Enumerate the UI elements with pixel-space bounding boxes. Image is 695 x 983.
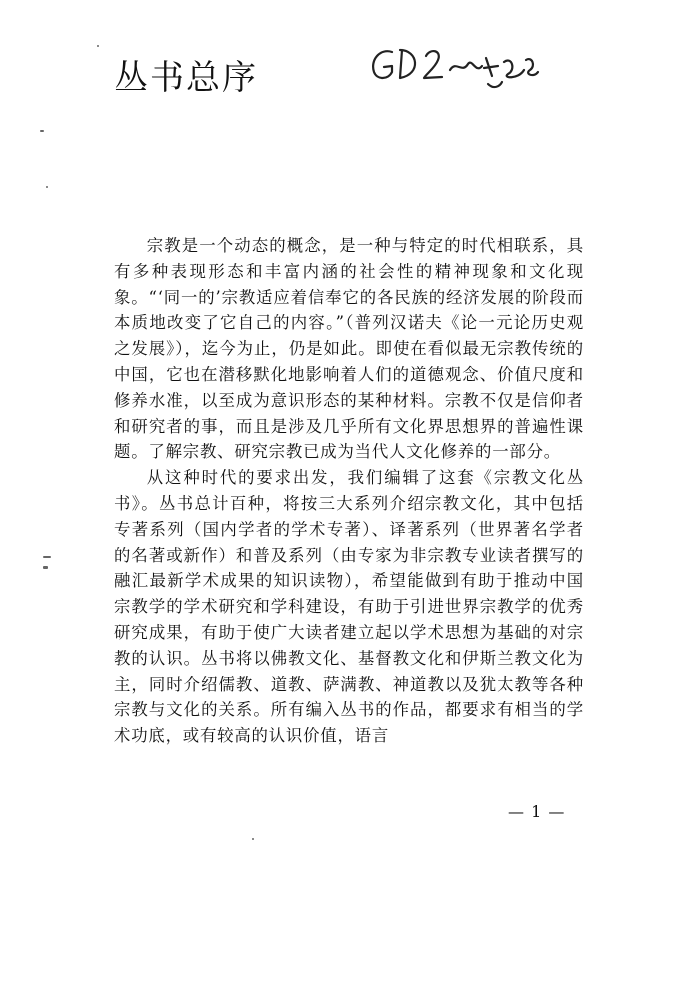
page-number: — 1 — <box>508 802 566 821</box>
body-text <box>114 233 584 749</box>
scan-speck <box>43 556 51 558</box>
paragraph-1: 宗教是一个动态的概念，是一种与特定的时代相联系，具有多种表现形态和丰富内涵的社会性的精神现象和文化现象。“‘同一的’宗教适应着信奉它的各民族的经济发展的阶段而本质地改变了它自己的内容。”（普列汉诺夫《论一元论历史观之发展》），迄今为止，仍是如此。即使在看似最无宗教传统的中国，它也在潜移默化地影响着人们的道德观念、价值尺度和修养水准，以至成为意识形态的某种材料。宗教不仅是信仰者和研究者的事，而且是涉及几乎所有文化界思想界的普遍性课题。了解宗教、研究宗教已成为当代人文化修养的一部分。 <box>114 236 584 462</box>
scan-speck <box>43 566 48 569</box>
scan-speck <box>46 186 48 188</box>
scan-speck <box>252 838 254 840</box>
scan-speck <box>40 130 44 132</box>
page-title: 丛书总序 <box>114 58 258 98</box>
scan-speck <box>97 45 99 47</box>
handwritten-mark <box>366 40 556 95</box>
paragraph-2: 从这种时代的要求出发，我们编辑了这套《宗教文化丛书》。丛书总计百种，将按三大系列介绍宗教文化，其中包括专著系列（国内学者的学术专著）、译著系列（世界著名学者的名著或新作）和普及系列（由专家为非宗教专业读者撰写的融汇最新学术成果的知识读物），希望能做到有助于推动中国宗教学的学术研究和学科建设，有助于引进世界宗教学的优秀研究成果，有助于使广大读者建立起以学术思想为基础的对宗教的认识。丛书将以佛教文化、基督教文化和伊斯兰教文化为主，同时介绍儒教、道教、萨满教、神道教以及犹太教等各种宗教与文化的关系。所有编入丛书的作品，都要求有相当的学术功底，或有较高的认识价值，语言 <box>114 468 584 746</box>
